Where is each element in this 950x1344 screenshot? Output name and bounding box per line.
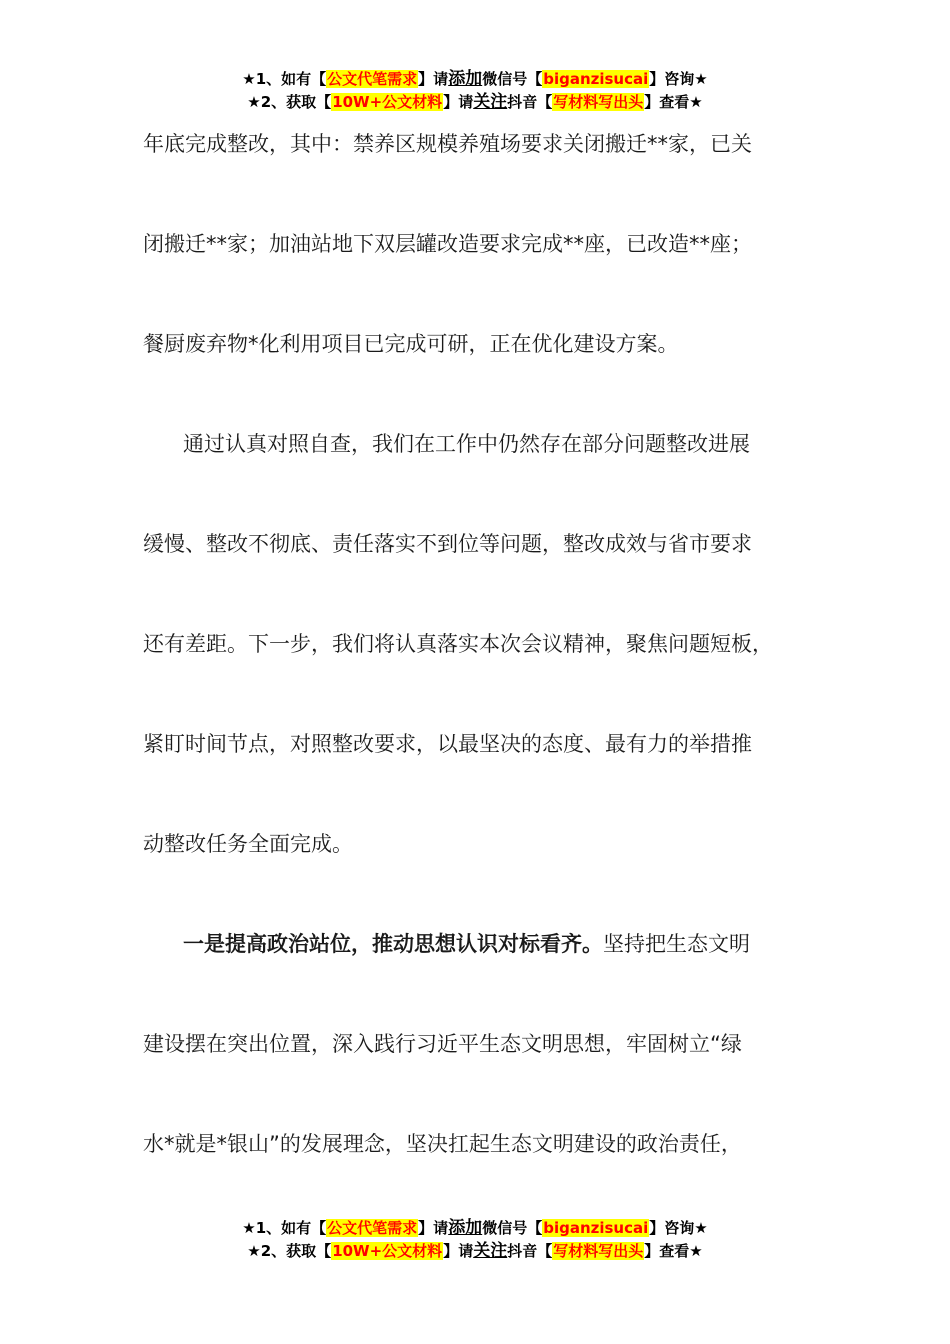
header-line-2 bbox=[0, 91, 950, 114]
header-line-1-highlight-service: 公文代笔需求 bbox=[327, 70, 418, 88]
footer-line-1-suffix: 】咨询★ bbox=[649, 1219, 708, 1237]
footer-line-2-text: 】请 bbox=[443, 1242, 474, 1260]
body-line: 闭搬迁**家；加油站地下双层罐改造要求完成**座，已改造**座； bbox=[143, 232, 752, 256]
footer-banner bbox=[0, 1217, 950, 1263]
body-line: 建设摆在突出位置，深入践行习近平生态文明思想，牢固树立“绿 bbox=[143, 1032, 742, 1056]
document-body bbox=[143, 117, 833, 1217]
header-line-1-underlined: 添加 bbox=[448, 69, 483, 89]
body-line: 通过认真对照自查，我们在工作中仍然存在部分问题整改进展 bbox=[183, 432, 750, 456]
header-line-2-text-2: 抖音【 bbox=[507, 93, 553, 111]
paragraph-heading-rest: 坚持把生态文明 bbox=[603, 932, 750, 956]
header-line-2-underlined: 关注 bbox=[473, 92, 508, 112]
header-line-1-text-2: 微信号【 bbox=[482, 70, 543, 88]
footer-line-1-highlight-service: 公文代笔需求 bbox=[327, 1219, 418, 1237]
header-line-1-wechat-id: biganzisucai bbox=[543, 70, 649, 88]
footer-line-1-underlined: 添加 bbox=[448, 1218, 483, 1238]
footer-line-2-suffix: 】查看★ bbox=[644, 1242, 703, 1260]
footer-line-1-prefix: ★1、如有【 bbox=[242, 1219, 327, 1237]
body-line: 年底完成整改，其中：禁养区规模养殖场要求关闭搬迁**家，已关 bbox=[143, 132, 752, 156]
footer-line-1-wechat-id: biganzisucai bbox=[543, 1219, 649, 1237]
body-line: 还有差距。下一步，我们将认真落实本次会议精神，聚焦问题短板， bbox=[143, 632, 773, 656]
footer-line-2-douyin-id: 写材料写出头 bbox=[553, 1242, 644, 1260]
header-line-2-prefix: ★2、获取【 bbox=[247, 93, 332, 111]
body-line: 紧盯时间节点，对照整改要求，以最坚决的态度、最有力的举措推 bbox=[143, 732, 752, 756]
body-line: 缓慢、整改不彻底、责任落实不到位等问题，整改成效与省市要求 bbox=[143, 532, 752, 556]
header-line-2-text: 】请 bbox=[443, 93, 474, 111]
footer-line-1-text-2: 微信号【 bbox=[482, 1219, 543, 1237]
header-banner bbox=[0, 68, 950, 114]
body-line-paragraph-heading bbox=[143, 917, 833, 1017]
body-line: 水*就是*银山”的发展理念，坚决扛起生态文明建设的政治责任， bbox=[143, 1132, 742, 1156]
header-line-1-text: 】请 bbox=[418, 70, 449, 88]
footer-line-2-highlight-materials: 10W+公文材料 bbox=[332, 1242, 443, 1260]
footer-line-2-prefix: ★2、获取【 bbox=[247, 1242, 332, 1260]
body-line: 动整改任务全面完成。 bbox=[143, 832, 353, 856]
header-line-1-suffix: 】咨询★ bbox=[649, 70, 708, 88]
footer-line-2-underlined: 关注 bbox=[473, 1241, 508, 1261]
header-line-2-suffix: 】查看★ bbox=[644, 93, 703, 111]
footer-line-1-text: 】请 bbox=[418, 1219, 449, 1237]
footer-line-2-text-2: 抖音【 bbox=[507, 1242, 553, 1260]
body-line: 餐厨废弃物*化利用项目已完成可研，正在优化建设方案。 bbox=[143, 332, 679, 356]
header-line-2-highlight-materials: 10W+公文材料 bbox=[332, 93, 443, 111]
paragraph-heading-bold: 一是提高政治站位，推动思想认识对标看齐。 bbox=[183, 932, 603, 956]
header-line-1 bbox=[0, 68, 950, 91]
footer-line-1 bbox=[0, 1217, 950, 1240]
footer-line-2 bbox=[0, 1240, 950, 1263]
header-line-1-prefix: ★1、如有【 bbox=[242, 70, 327, 88]
header-line-2-douyin-id: 写材料写出头 bbox=[553, 93, 644, 111]
